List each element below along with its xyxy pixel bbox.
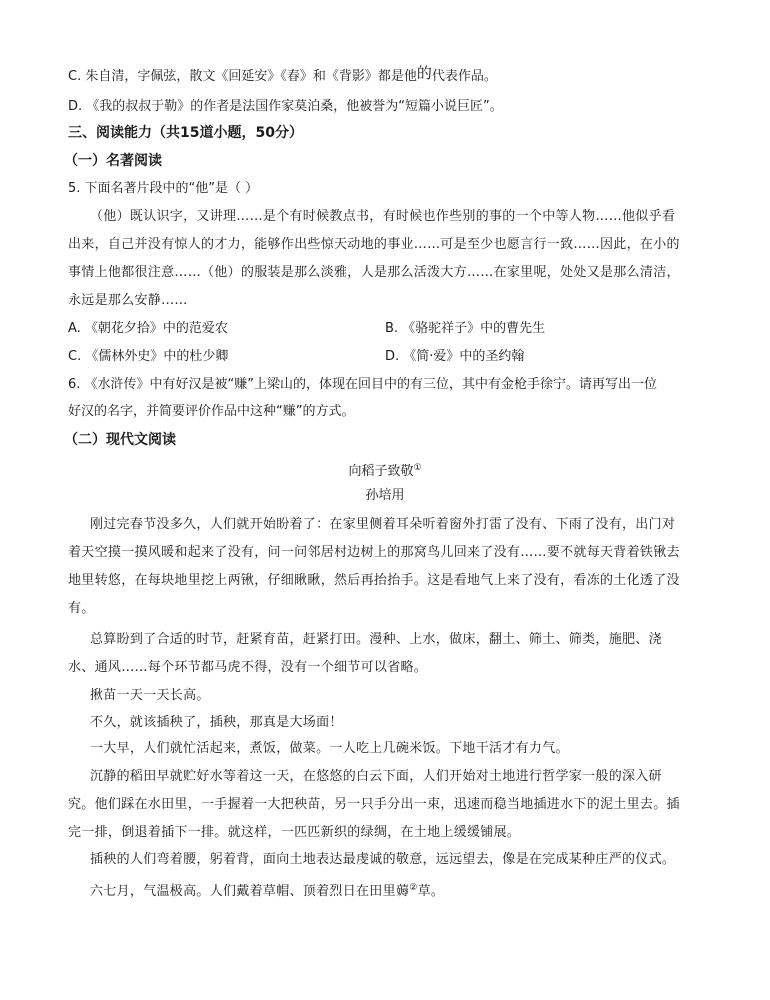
- article-line: 总算盼到了合适的时节，赶紧育苗，赶紧打田。漫种、上水，做床，翻土、筛土、筛类，施肥、浇: [90, 632, 662, 647]
- subsection-title-1: （一）名著阅读: [64, 153, 162, 169]
- article-line: 水、通风……每个环节都马虎不得，没有一个细节可以省略。: [68, 660, 428, 675]
- q5-option-d: D. 《简·爱》中的圣约翰: [385, 349, 525, 364]
- q6-line-1: 6. 《水浒传》中有好汉是被“赚”上梁山的，体现在回目中的有三位，其中有金枪手徐宁。请再写出一位: [68, 377, 658, 392]
- q5-passage-line-4: 永远是那么安静……: [68, 293, 188, 308]
- article-line-last: [90, 879, 444, 901]
- q5-passage-line-1: （他）既认识字，又讲理……是个有时候教点书，有时候也作些别的事的一个中等人物……他似乎看: [90, 209, 676, 224]
- q5-option-a: A. 《朝花夕拾》中的范爱农: [68, 321, 228, 336]
- article-line: 有。: [68, 601, 95, 616]
- article-last-suffix: 草。: [417, 884, 445, 899]
- article-last-text: 六七月，气温极高。人们戴着草帽、顶着烈日在田里薅: [90, 884, 410, 899]
- article-line: 刚过完春节没多久，人们就开始盼着了：在家里侧着耳朵听着窗外打雷了没有、下雨了没有，出门对: [90, 517, 676, 532]
- q5-stem: 5. 下面名著片段中的“他”是（ ）: [68, 181, 259, 196]
- subsection-title-2: （二）现代文阅读: [64, 432, 176, 448]
- article-line: 地里转悠，在每块地里挖上两锹，仔细瞅瞅，然后再抬抬手。这是看地气上来了没有，看冻的土化透了没: [68, 573, 680, 588]
- article-title-text: 向稻子致敬: [348, 464, 414, 479]
- option-c-prefix: C. 朱自清，字佩弦，散文《回延安》《春》和《背影》都是他: [68, 69, 417, 84]
- q5-passage-line-3: 事情上他都很注意……（他）的服装是那么淡雅，人是那么活泼大方……在家里呢，处处又是那么清洁，: [68, 265, 680, 280]
- q5-option-b: B. 《骆驼祥子》中的曹先生: [385, 321, 546, 336]
- article-line: 着天空摸一摸风暖和起来了没有，问一问邻居村边树上的那窝鸟儿回来了没有……要不就每天背着铁锹去: [68, 545, 680, 560]
- option-c-suffix: 代表作品。: [431, 69, 497, 84]
- q6-line-2: 好汉的名字，并简要评价作品中这种“赚”的方式。: [68, 404, 355, 419]
- option-c-line: [68, 64, 497, 86]
- article-line: 插秧的人们弯着腰，躬着背，面向土地表达最虔诚的敬意，远远望去，像是在完成某种庄严的仪式。: [90, 852, 676, 867]
- footnote-marker-2: ②: [409, 883, 418, 893]
- section-heading: 三、阅读能力（共15道小题，50分）: [68, 125, 303, 141]
- article-author: 孙培用: [365, 488, 405, 503]
- article-line: 一大早，人们就忙活起来，煮饭，做菜。一人吃上几碗米饭。下地干活才有力气。: [90, 741, 569, 756]
- article-title: [0, 459, 770, 481]
- footnote-marker-1: ①: [413, 463, 422, 473]
- q5-option-c: C. 《儒林外史》中的杜少卿: [68, 349, 229, 364]
- article-line: 揪苗一天一天长高。: [90, 688, 210, 703]
- option-d-line: D. 《我的叔叔于勒》的作者是法国作家莫泊桑，他被誉为“短篇小说巨匠”。: [68, 99, 503, 114]
- option-c-big-char: 的: [416, 64, 432, 82]
- article-line: 不久，就该插秧了，插秧，那真是大场面！: [90, 715, 343, 730]
- article-line: 完一排，倒退着插下一排。就这样，一匹匹新织的绿绸，在土地上缓缓铺展。: [68, 825, 521, 840]
- q5-passage-line-2: 出来，自己并没有惊人的才力，能够作出些惊天动地的事业……可是至少也愿言行一致……因此，在小的: [68, 237, 680, 252]
- article-line: 沉静的稻田早就贮好水等着这一天，在悠悠的白云下面，人们开始对土地进行哲学家一般的深入研: [90, 769, 662, 784]
- article-line: 究。他们踩在水田里，一手握着一大把秧苗，另一只手分出一束，迅速而稳当地插进水下的泥土里去。插: [68, 797, 680, 812]
